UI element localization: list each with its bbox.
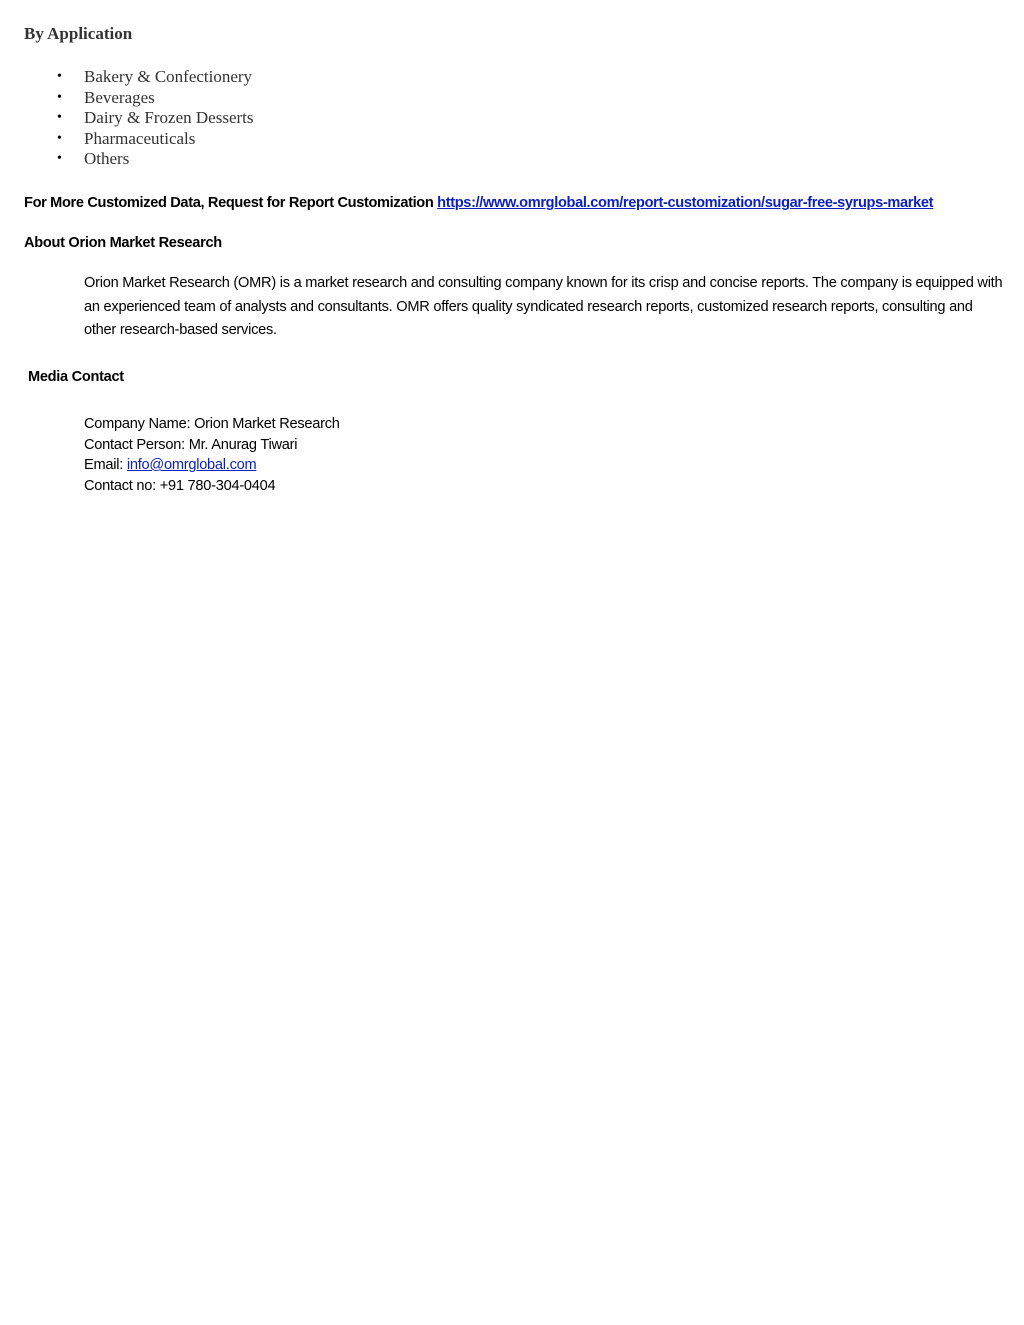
application-list — [0, 67, 254, 170]
media-contact-heading: Media Contact — [28, 369, 124, 385]
list-item — [0, 149, 254, 170]
contact-number-line — [84, 476, 340, 497]
contact-details — [84, 414, 340, 496]
application-item-label: Pharmaceuticals — [84, 128, 196, 148]
bullet-icon: • — [57, 110, 62, 125]
contact-person-value: Mr. Anurag Tiwari — [188, 436, 298, 453]
customization-label: For More Customized Data, Request for Report Customization — [24, 195, 434, 211]
bullet-icon: • — [57, 130, 62, 146]
customization-link[interactable]: https://www.omrglobal.com/report-customization/sugar-free-syrups-market — [437, 195, 934, 211]
contact-person-line — [84, 435, 340, 456]
email-link[interactable]: info@omrglobal.com — [126, 457, 257, 473]
by-application-heading: By Application — [24, 24, 133, 43]
application-item-label: Bakery & Confectionery — [84, 67, 253, 86]
company-name-line — [84, 414, 340, 435]
contact-person-label: Contact Person: — [84, 436, 185, 453]
list-item — [0, 88, 254, 109]
bullet-icon: • — [57, 89, 62, 105]
application-item-label: Beverages — [84, 87, 155, 107]
list-item — [0, 108, 254, 129]
application-item-label: Others — [84, 149, 130, 168]
list-item — [0, 129, 254, 150]
bullet-icon: • — [57, 151, 62, 166]
contact-number-value: +91 780-304-0404 — [159, 477, 276, 494]
about-heading: About Orion Market Research — [24, 235, 222, 251]
list-item — [0, 67, 254, 88]
email-line — [84, 455, 340, 476]
company-name-label: Company Name: — [84, 416, 191, 432]
company-name-value: Orion Market Research — [194, 416, 340, 432]
email-label: Email: — [84, 457, 124, 473]
contact-number-label: Contact no: — [84, 477, 156, 494]
customization-request — [24, 193, 933, 213]
about-paragraph: Orion Market Research (OMR) is a market research and consulting company known for its crisp and concise reports. The company is equipped with an experienced team of analysts and consultants. OMR offers quality syndicated research reports, customized research reports, consulting and other research-based services. — [84, 275, 1003, 338]
application-item-label: Dairy & Frozen Desserts — [84, 108, 254, 127]
bullet-icon: • — [57, 69, 62, 84]
